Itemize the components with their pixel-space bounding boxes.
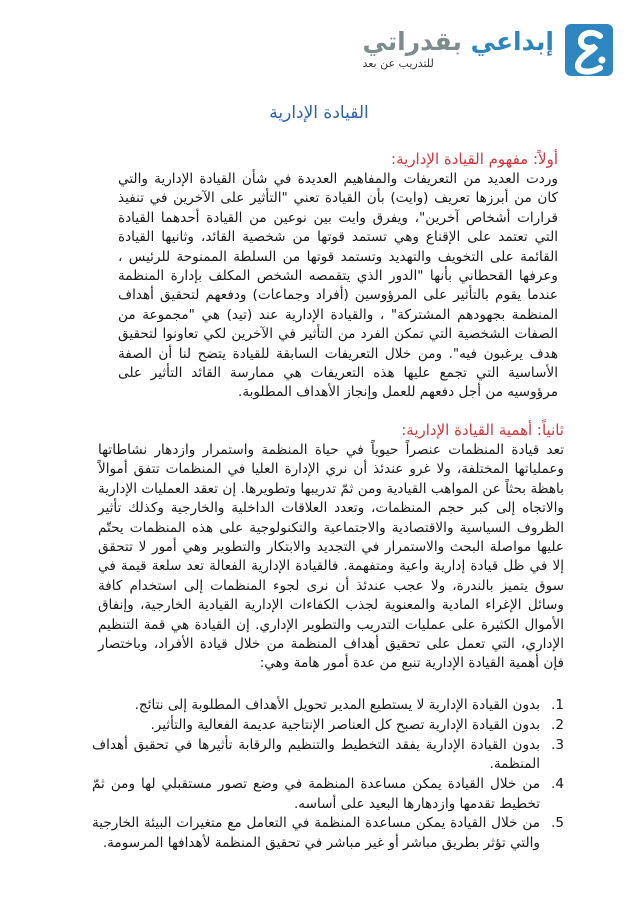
list-item (92, 775, 564, 814)
logo (362, 18, 616, 80)
list-item (92, 814, 564, 853)
section-heading-importance: ثانياً: أهمية القيادة الإدارية: (401, 421, 564, 439)
arabic-letter-ain-icon (562, 20, 616, 78)
list-item-number: 5. (551, 815, 564, 832)
logo-name-part2: بقدراتي (362, 27, 462, 56)
list-item-text: من خلال القيادة يمكن مساعدة المنظمة في التعامل مع متغيرات البيئة الخارجية والتي تؤثر بطريق مباشر أو غير مباشر في تحقيق المنظمة لأهدافها المرسومة. (92, 815, 540, 851)
list-item-number: 4. (551, 776, 564, 793)
list-item (92, 696, 564, 715)
list-item-text: بدون القيادة الإدارية تصبح كل العناصر الإنتاجية عديمة الفعالية والتأثير. (150, 716, 540, 733)
list-item-number: 1. (551, 697, 564, 713)
page-title: القيادة الإدارية (269, 103, 369, 123)
logo-name (362, 27, 554, 57)
list-item-text: بدون القيادة الإدارية لا يستطيع المدير تحويل الأهداف المطلوبة إلى نتائج. (134, 697, 540, 713)
list-item (92, 736, 564, 775)
paragraph-importance: تعد قيادة المنظمات عنصراً حيوياً في حياة المنظمة واستمرار وازدهار نشاطاتها وعملياتها المختلفة، ولا غرو عندئذ أن نري الإدارة العليا في المنظمات تتفق أموالاً باهظة بحثاً عن المواهب القيادية ومن ثمّ تدريبها وتطويرها. إن تعقد العمليات الإدارية والاتجاه إلى كبر حجم المنظمات، وتعدد العلاقات الداخلية والخارجية وكذلك تأثير الظروف السياسية والاقتصادية والاجتماعية والتكنولوجية على هذه المنظمات يحتّم عليها مواصلة البحث والاستمرار في التجديد والابتكار والتطوير وهي أمور لا تتحقق إلا في ظل قيادة إدارية واعية ومتفهمة. فالقيادة الإدارية الفعالة تعد سلعة قيمة في سوق يتميز بالندرة، ولا عجب عندئذ أن نرى لجوء المنظمات إلى استخدام كافة وسائل الإغراء المادية والمعنوية لجذب الكفاءات الإدارية القيادية الخارجية، وإنفاق الأموال الكثيرة على عمليات التدريب والتطوير الإداري. إن القيادة هي قمة التنظيم الإداري، التي تعمل على تحقيق أهداف المنظمة من خلال قيادة الأفراد، وباختصار فإن أهمية القيادة الإدارية تنبع من عدة أمور هامة وهي: (98, 442, 564, 672)
logo-text (362, 27, 554, 71)
paragraph-concept: وردت العديد من التعريفات والمفاهيم العديدة في شأن القيادة الإدارية والتي كان من أبرزها تعريف (وايت) بأن القيادة تعني "التأثير على الآخرين في تنفيذ قرارات أشخاص آخرين"، ويفرق وايت بين نوعين من القيادة أحدهما القيادة التي تعتمد على الإقناع وهي تستمد قوتها من شخصية القائد، وثانيها القيادة القائمة على التخويف والتهديد وتستمد قوتها من السلطة الممنوحة للرئيس ، وعرفها القحطاني بأنها "الدور الذي يتقمصه الشخص المكلف بإدارة المنظمة عندما يقوم بالتأثير على المرؤوسين (أفراد وجماعات) ودفعهم لتحقيق أهداف المنظمة بجهودهم المشتركة" ، والقيادة الإدارية عند (تيد) هي "مجموعة من الصفات الشخصية التي تمكن الفرد من التأثير في الآخرين لكي تعاونوا لتحقيق هدف يرغبون فيه". ومن خلال التعريفات السابقة للقيادة يتضح لنا أن الصفة الأساسية التي تجمع عليها هذه التعريفات هي ممارسة القائد التأثير على مرؤوسيه من أجل دفعهم للعمل وإنجاز الأهداف المطلوبة. (118, 171, 558, 401)
list-item (92, 716, 564, 735)
list-item-number: 2. (551, 716, 564, 733)
importance-list (92, 696, 564, 854)
logo-tagline: للتدريب عن بعد (362, 57, 434, 70)
list-item-number: 3. (551, 736, 564, 753)
list-item-text: من خلال القيادة يمكن مساعدة المنظمة في وضع تصور مستقبلي لها ومن ثمّ تخطيط تقدمها وازدهارها البعيد على أساسه. (92, 776, 540, 812)
logo-name-part1: إبداعي (470, 27, 554, 56)
section-heading-concept: أولاً: مفهوم القيادة الإدارية: (391, 150, 558, 168)
list-item-text: بدون القيادة الإدارية يفقد التخطيط والتنظيم والرقابة تأثيرها في تحقيق أهداف المنظمة. (92, 736, 540, 773)
